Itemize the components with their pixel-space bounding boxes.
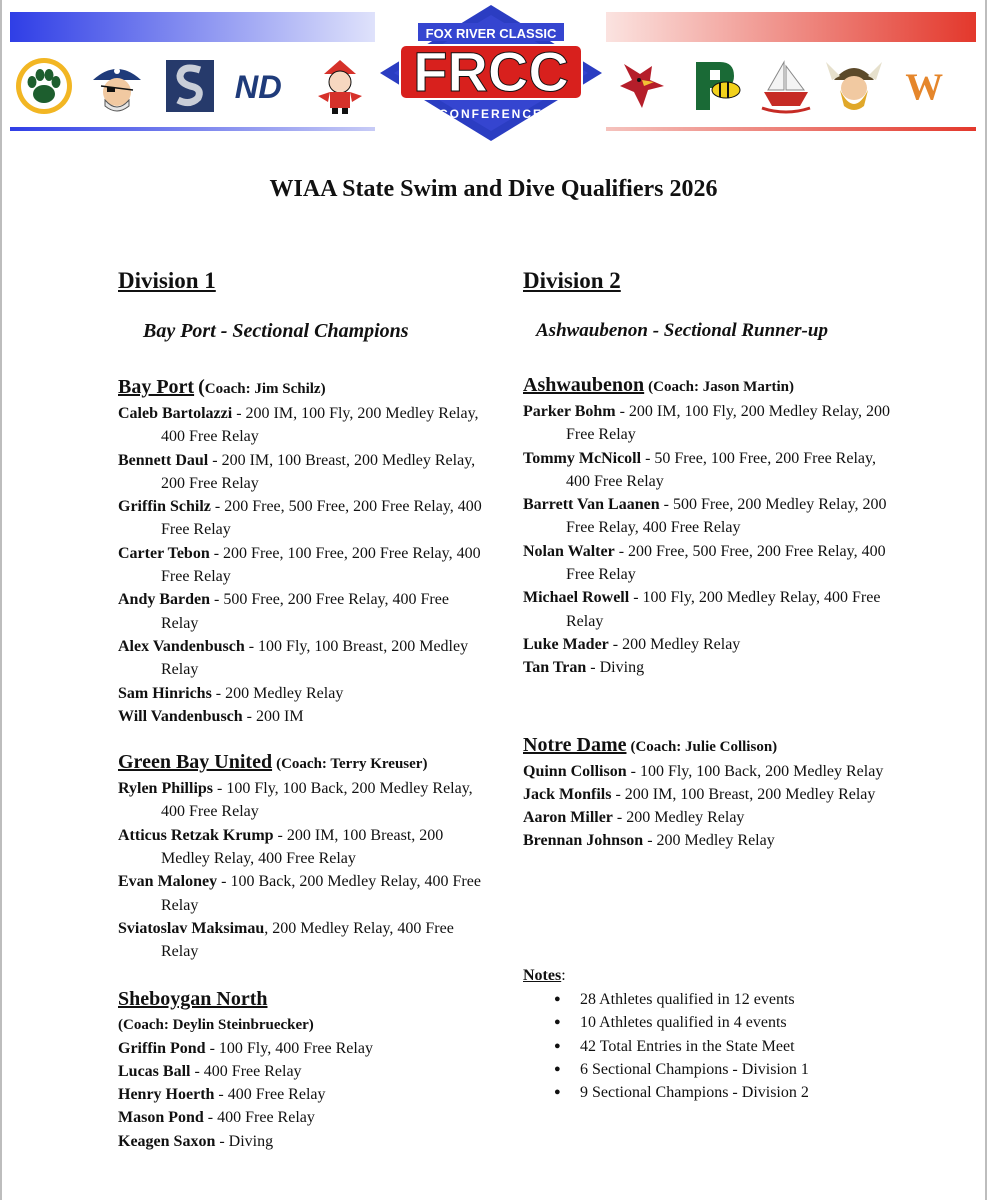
team-sheboygan-north <box>118 986 488 1153</box>
team-green-bay-united <box>118 749 488 963</box>
athlete-entry: Griffin Schilz - 200 Free, 500 Free, 200 Free Relay, 400 Free Relay <box>118 498 482 539</box>
athlete-entry: Griffin Pond - 100 Fly, 400 Free Relay <box>118 1039 373 1057</box>
athlete-entry: Michael Rowell - 100 Fly, 200 Medley Relay, 400 Free Relay <box>523 589 881 630</box>
team-name: Sheboygan North <box>118 987 268 1010</box>
athlete-entry: Parker Bohm - 200 IM, 100 Fly, 200 Medley Relay, 200 Free Relay <box>523 403 890 444</box>
athlete-entry: Brennan Johnson - 200 Medley Relay <box>523 832 775 850</box>
team-header <box>523 732 893 760</box>
athlete-entry: Atticus Retzak Krump - 200 IM, 100 Breast, 200 Medley Relay, 400 Free Relay <box>118 826 444 868</box>
athlete-entry: Andy Barden - 500 Free, 200 Free Relay, 400 Free Relay <box>118 591 449 632</box>
division-2-heading: Division 2 <box>523 268 621 293</box>
team-header <box>523 372 893 400</box>
athlete-entry: Rylen Phillips - 100 Fly, 100 Back, 200 Medley Relay, 400 Free Relay <box>118 780 473 821</box>
athlete-entry: Keagen Saxon - Diving <box>118 1132 274 1150</box>
notes-list <box>523 988 893 1104</box>
note-item: ● 9 Sectional Champions - Division 2 <box>523 1081 893 1104</box>
p-hornet-logo <box>686 56 746 116</box>
note-item: ● 42 Total Entries in the State Meet <box>523 1035 893 1058</box>
coach-name: Coach: Jim Schilz <box>204 381 321 397</box>
header-banner <box>0 0 987 150</box>
athlete-entry: Aaron Miller - 200 Medley Relay <box>523 809 745 827</box>
division-1-column <box>118 268 488 1153</box>
division-2-column <box>523 268 893 853</box>
athlete-entry: Jack Monfils - 200 IM, 100 Breast, 200 Medley Relay <box>523 785 876 803</box>
frcc-conference-logo <box>378 3 604 143</box>
athlete-entry: Evan Maloney - 100 Back, 200 Medley Relay, 400 Free Relay <box>118 873 481 914</box>
viking-logo <box>824 56 884 116</box>
team-header <box>118 749 488 777</box>
athlete-entry: Carter Tebon - 200 Free, 100 Free, 200 Free Relay, 400 Free Relay <box>118 544 481 586</box>
athlete-entry: Quinn Collison - 100 Fly, 100 Back, 200 Medley Relay <box>523 762 884 780</box>
red-bar-bottom <box>606 127 976 131</box>
nd-logo <box>233 56 293 116</box>
logo-big-text: FRCC <box>413 40 569 103</box>
cardinal-logo <box>612 56 672 116</box>
coach-name: (Coach: Jason Martin) <box>648 379 794 395</box>
logo-bottom-text: CONFERENCE <box>438 107 544 121</box>
coach-name: (Coach: Julie Collison) <box>630 738 778 755</box>
team-name: Ashwaubenon <box>523 374 645 396</box>
svg-text:ND: ND <box>234 69 282 105</box>
athlete-entry: Caleb Bartolazzi - 200 IM, 100 Fly, 200 Medley Relay, 400 Free Relay <box>118 405 479 446</box>
team-header <box>118 986 488 1014</box>
blue-bar-bottom <box>10 127 375 131</box>
athlete-entry: Tommy McNicoll - 50 Free, 100 Free, 200 Free Relay, 400 Free Relay <box>523 449 876 490</box>
division-1-sectional: Bay Port - Sectional Champions <box>143 320 409 342</box>
svg-text:W: W <box>905 66 944 109</box>
athlete-entry: Nolan Walter - 200 Free, 500 Free, 200 Free Relay, 400 Free Relay <box>523 542 886 584</box>
ship-logo <box>756 56 816 116</box>
division-1-heading: Division 1 <box>118 268 216 293</box>
athlete-entry: Lucas Ball - 400 Free Relay <box>118 1062 302 1080</box>
athlete-entry: Alex Vandenbusch - 100 Fly, 100 Breast, 200 Medley Relay <box>118 637 469 679</box>
athlete-entry: Luke Mader - 200 Medley Relay <box>523 635 741 653</box>
athlete-entry: Sviatoslav Maksimau, 200 Medley Relay, 400 Free Relay <box>118 919 454 961</box>
pirate-logo <box>87 56 147 116</box>
red-bar-top <box>606 12 976 42</box>
athlete-entry: Henry Hoerth - 400 Free Relay <box>118 1086 326 1104</box>
team-name: Bay Port <box>118 376 195 398</box>
notes-section <box>523 964 893 1104</box>
athlete-entry: Barrett Van Laanen - 500 Free, 200 Medley Relay, 200 Free Relay, 400 Free Relay <box>523 496 887 537</box>
athlete-entry: Sam Hinrichs - 200 Medley Relay <box>118 684 344 702</box>
coach-name: (Coach: Deylin Steinbruecker) <box>118 1016 314 1033</box>
division-2-sectional: Ashwaubenon - Sectional Runner-up <box>536 320 828 341</box>
note-item: ● 6 Sectional Champions - Division 1 <box>523 1058 893 1081</box>
document-title: WIAA State Swim and Dive Qualifiers 2026 <box>269 176 718 202</box>
team-name: Notre Dame <box>523 733 627 756</box>
team-header: Bay Port (Coach: Jim Schilz) <box>118 376 326 398</box>
notes-heading: Notes: <box>523 967 566 984</box>
team-ashwaubenon <box>523 372 893 680</box>
coach-name: (Coach: Terry Kreuser) <box>276 756 428 773</box>
w-logo <box>902 56 962 116</box>
team-notre-dame <box>523 732 893 853</box>
redbird-logo <box>310 56 370 116</box>
team-name: Green Bay United <box>118 751 273 774</box>
note-item: ● 28 Athletes qualified in 12 events <box>523 988 893 1011</box>
note-item: ● 10 Athletes qualified in 4 events <box>523 1011 893 1034</box>
athlete-entry: Will Vandenbusch - 200 IM <box>118 707 304 725</box>
athlete-entry: Mason Pond - 400 Free Relay <box>118 1109 315 1127</box>
logo-top-text: FOX RIVER CLASSIC <box>425 26 557 41</box>
blue-bar-top <box>10 12 375 42</box>
athlete-entry: Bennett Daul - 200 IM, 100 Breast, 200 Medley Relay, 200 Free Relay <box>118 451 476 492</box>
team-bay-port <box>118 374 488 728</box>
athlete-entry: Tan Tran - Diving <box>523 659 645 677</box>
s-logo <box>160 56 220 116</box>
paw-logo <box>14 56 74 116</box>
